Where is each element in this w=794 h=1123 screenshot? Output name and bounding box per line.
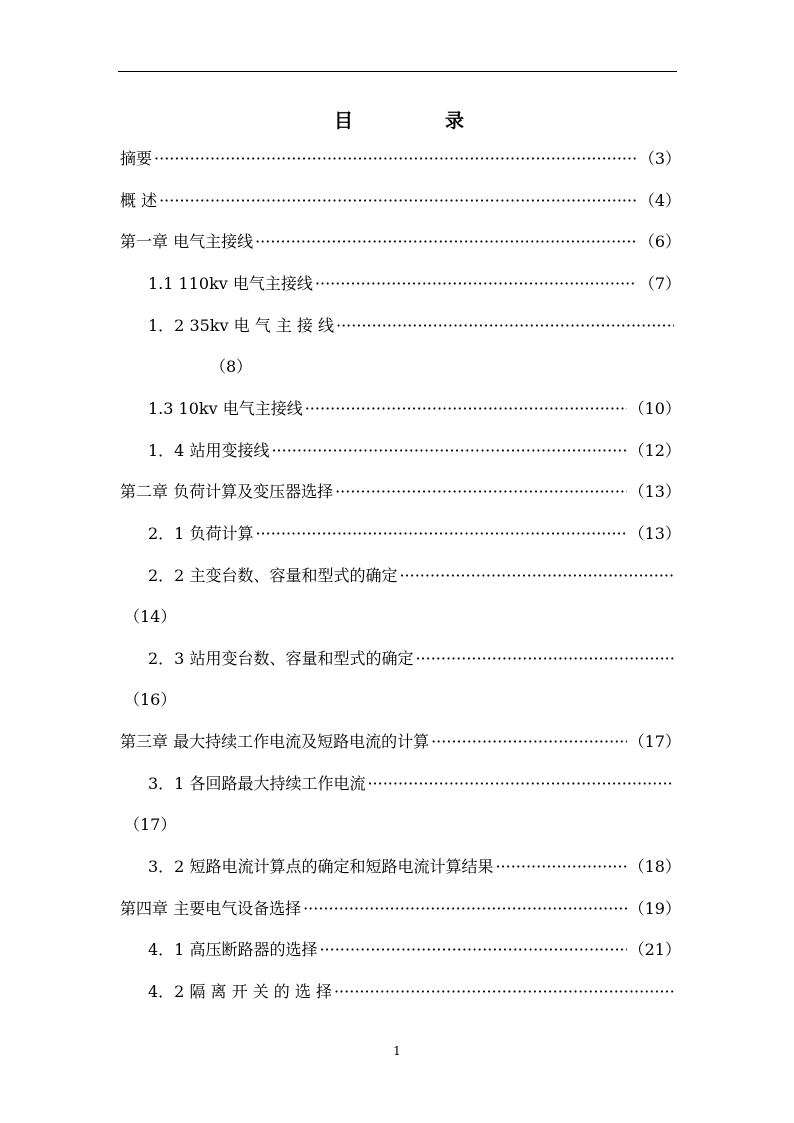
toc-entry[interactable]: 3．2 短路电流计算点的确定和短路电流计算结果 ····· （18）	[148, 856, 681, 878]
toc-entry[interactable]: 第一章 电气主接线 ····· （6）	[120, 231, 681, 253]
toc-entry[interactable]: 4．1 高压断路器的选择 ····· （21）	[148, 939, 681, 961]
toc-entry[interactable]: 概 述 ····· （4）	[120, 190, 681, 212]
toc-entry[interactable]: 摘要 ····· （3）	[120, 148, 681, 170]
toc-entry[interactable]: 3．1 各回路最大持续工作电流 ·····	[148, 773, 676, 795]
toc-entry[interactable]: 1．4 站用变接线 ····· （12）	[148, 440, 681, 462]
toc-entry-page: （14）	[124, 607, 177, 626]
toc-entry[interactable]: 第四章 主要电气设备选择 ····· （19）	[120, 898, 681, 920]
toc-title-left: 目	[334, 110, 354, 132]
toc-entry[interactable]: 2．1 负荷计算 ····· （13）	[148, 523, 681, 545]
toc-entry[interactable]: 1.3 10kv 电气主接线 ····· （10）	[148, 398, 681, 420]
toc-entry[interactable]: 2．2 主变台数、容量和型式的确定 ·····	[148, 565, 676, 587]
toc-entry-page: （16）	[124, 690, 177, 709]
toc-entry-page: （17）	[124, 815, 177, 834]
toc-entry-page: （8）	[210, 357, 253, 376]
toc-entry[interactable]: 第三章 最大持续工作电流及短路电流的计算 ····· （17）	[120, 731, 681, 753]
toc-title-right: 录	[445, 110, 465, 132]
toc-entry[interactable]: 1.1 110kv 电气主接线 ····· （7）	[148, 273, 681, 295]
toc-entry[interactable]: 1．2 35kv 电 气 主 接 线 ·····	[148, 315, 676, 337]
toc-entry[interactable]: 2．3 站用变台数、容量和型式的确定 ·····	[148, 648, 676, 670]
toc-entry[interactable]: 4．2 隔 离 开 关 的 选 择 ·····	[148, 981, 676, 1003]
page-number: 1	[393, 1044, 401, 1058]
toc-entry[interactable]: 第二章 负荷计算及变压器选择 ····· （13）	[120, 481, 681, 503]
